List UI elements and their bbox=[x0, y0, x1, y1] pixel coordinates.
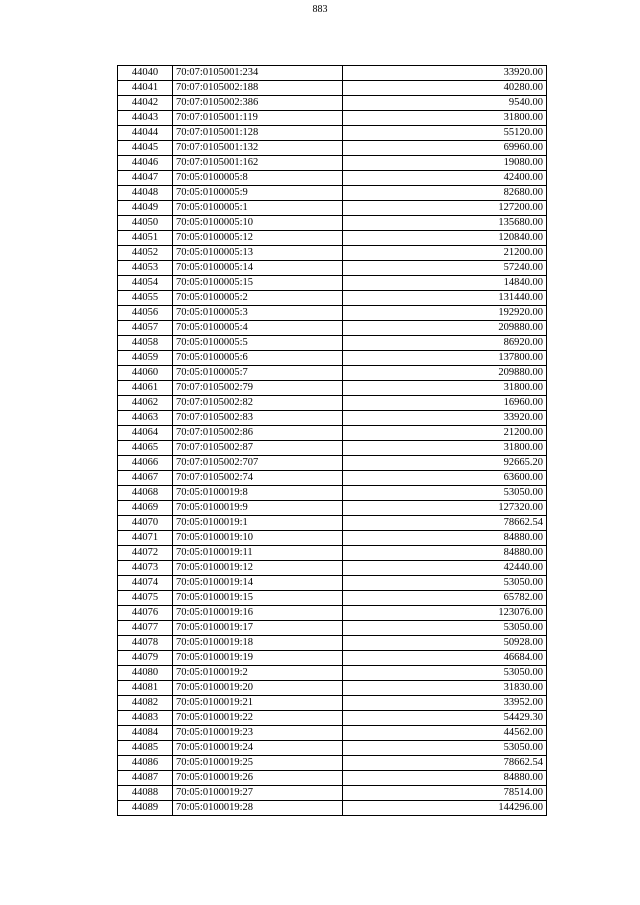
cadastral-value-cell: 31800.00 bbox=[343, 441, 547, 456]
cadastral-number-cell: 70:05:0100019:22 bbox=[173, 711, 343, 726]
cadastral-value-cell: 16960.00 bbox=[343, 396, 547, 411]
table-row bbox=[118, 351, 547, 366]
row-number-cell: 44052 bbox=[118, 246, 173, 261]
cadastral-value-cell: 82680.00 bbox=[343, 186, 547, 201]
cadastral-value-cell: 86920.00 bbox=[343, 336, 547, 351]
row-number-cell: 44075 bbox=[118, 591, 173, 606]
cadastral-number-cell: 70:05:0100019:8 bbox=[173, 486, 343, 501]
table-row bbox=[118, 111, 547, 126]
table-row bbox=[118, 696, 547, 711]
table-row bbox=[118, 456, 547, 471]
row-number-cell: 44086 bbox=[118, 756, 173, 771]
table-row bbox=[118, 246, 547, 261]
table-row bbox=[118, 396, 547, 411]
table-row bbox=[118, 591, 547, 606]
table-row bbox=[118, 621, 547, 636]
table-row bbox=[118, 366, 547, 381]
cadastral-number-cell: 70:05:0100019:27 bbox=[173, 786, 343, 801]
cadastral-number-cell: 70:05:0100005:7 bbox=[173, 366, 343, 381]
cadastral-value-cell: 120840.00 bbox=[343, 231, 547, 246]
cadastral-value-cell: 55120.00 bbox=[343, 126, 547, 141]
cadastral-value-cell: 65782.00 bbox=[343, 591, 547, 606]
table-row bbox=[118, 261, 547, 276]
cadastral-number-cell: 70:05:0100019:21 bbox=[173, 696, 343, 711]
cadastral-number-cell: 70:07:0105002:79 bbox=[173, 381, 343, 396]
cadastral-value-cell: 92665.20 bbox=[343, 456, 547, 471]
cadastral-value-cell: 33920.00 bbox=[343, 66, 547, 81]
table-row bbox=[118, 411, 547, 426]
cadastral-value-cell: 127320.00 bbox=[343, 501, 547, 516]
cadastral-number-cell: 70:05:0100005:1 bbox=[173, 201, 343, 216]
row-number-cell: 44083 bbox=[118, 711, 173, 726]
table-row bbox=[118, 786, 547, 801]
cadastral-value-cell: 84880.00 bbox=[343, 546, 547, 561]
cadastral-value-cell: 63600.00 bbox=[343, 471, 547, 486]
cadastral-value-cell: 33920.00 bbox=[343, 411, 547, 426]
row-number-cell: 44077 bbox=[118, 621, 173, 636]
table-row bbox=[118, 276, 547, 291]
table-row bbox=[118, 231, 547, 246]
cadastral-number-cell: 70:05:0100019:25 bbox=[173, 756, 343, 771]
table-row bbox=[118, 66, 547, 81]
cadastral-number-cell: 70:05:0100019:18 bbox=[173, 636, 343, 651]
table-row bbox=[118, 801, 547, 816]
cadastral-value-cell: 209880.00 bbox=[343, 321, 547, 336]
cadastral-number-cell: 70:07:0105002:707 bbox=[173, 456, 343, 471]
cadastral-value-cell: 40280.00 bbox=[343, 81, 547, 96]
row-number-cell: 44073 bbox=[118, 561, 173, 576]
cadastral-number-cell: 70:07:0105001:234 bbox=[173, 66, 343, 81]
cadastral-value-cell: 31800.00 bbox=[343, 381, 547, 396]
row-number-cell: 44089 bbox=[118, 801, 173, 816]
table-row bbox=[118, 336, 547, 351]
row-number-cell: 44061 bbox=[118, 381, 173, 396]
cadastral-number-cell: 70:05:0100005:12 bbox=[173, 231, 343, 246]
row-number-cell: 44072 bbox=[118, 546, 173, 561]
row-number-cell: 44051 bbox=[118, 231, 173, 246]
table-row bbox=[118, 756, 547, 771]
cadastral-number-cell: 70:05:0100019:19 bbox=[173, 651, 343, 666]
table-row bbox=[118, 171, 547, 186]
row-number-cell: 44063 bbox=[118, 411, 173, 426]
table-row bbox=[118, 381, 547, 396]
cadastral-value-cell: 21200.00 bbox=[343, 246, 547, 261]
cadastral-value-cell: 46684.00 bbox=[343, 651, 547, 666]
cadastral-value-cell: 192920.00 bbox=[343, 306, 547, 321]
cadastral-number-cell: 70:05:0100019:11 bbox=[173, 546, 343, 561]
cadastral-number-cell: 70:05:0100005:9 bbox=[173, 186, 343, 201]
row-number-cell: 44074 bbox=[118, 576, 173, 591]
cadastral-value-cell: 53050.00 bbox=[343, 741, 547, 756]
cadastral-number-cell: 70:07:0105002:82 bbox=[173, 396, 343, 411]
cadastral-value-cell: 57240.00 bbox=[343, 261, 547, 276]
row-number-cell: 44071 bbox=[118, 531, 173, 546]
table-row bbox=[118, 486, 547, 501]
cadastral-value-cell: 78662.54 bbox=[343, 756, 547, 771]
cadastral-number-cell: 70:07:0105002:188 bbox=[173, 81, 343, 96]
cadastral-number-cell: 70:05:0100019:20 bbox=[173, 681, 343, 696]
cadastral-value-cell: 19080.00 bbox=[343, 156, 547, 171]
cadastral-value-cell: 137800.00 bbox=[343, 351, 547, 366]
cadastral-value-cell: 44562.00 bbox=[343, 726, 547, 741]
cadastral-value-cell: 131440.00 bbox=[343, 291, 547, 306]
cadastral-number-cell: 70:05:0100019:16 bbox=[173, 606, 343, 621]
table-row bbox=[118, 636, 547, 651]
cadastral-number-cell: 70:07:0105001:119 bbox=[173, 111, 343, 126]
row-number-cell: 44053 bbox=[118, 261, 173, 276]
cadastral-value-cell: 123076.00 bbox=[343, 606, 547, 621]
cadastral-value-cell: 50928.00 bbox=[343, 636, 547, 651]
row-number-cell: 44076 bbox=[118, 606, 173, 621]
cadastral-number-cell: 70:07:0105002:386 bbox=[173, 96, 343, 111]
cadastral-number-cell: 70:07:0105002:74 bbox=[173, 471, 343, 486]
table-row bbox=[118, 516, 547, 531]
cadastral-number-cell: 70:05:0100019:28 bbox=[173, 801, 343, 816]
cadastral-number-cell: 70:05:0100005:5 bbox=[173, 336, 343, 351]
cadastral-number-cell: 70:07:0105002:83 bbox=[173, 411, 343, 426]
cadastral-value-cell: 53050.00 bbox=[343, 621, 547, 636]
row-number-cell: 44070 bbox=[118, 516, 173, 531]
row-number-cell: 44064 bbox=[118, 426, 173, 441]
cadastral-value-cell: 135680.00 bbox=[343, 216, 547, 231]
row-number-cell: 44068 bbox=[118, 486, 173, 501]
cadastral-number-cell: 70:05:0100005:3 bbox=[173, 306, 343, 321]
table-row bbox=[118, 531, 547, 546]
cadastral-number-cell: 70:05:0100019:17 bbox=[173, 621, 343, 636]
cadastral-number-cell: 70:05:0100005:10 bbox=[173, 216, 343, 231]
table-row bbox=[118, 576, 547, 591]
cadastral-value-cell: 42400.00 bbox=[343, 171, 547, 186]
row-number-cell: 44087 bbox=[118, 771, 173, 786]
cadastral-value-cell: 53050.00 bbox=[343, 486, 547, 501]
cadastral-value-cell: 78514.00 bbox=[343, 786, 547, 801]
cadastral-value-cell: 14840.00 bbox=[343, 276, 547, 291]
row-number-cell: 44045 bbox=[118, 141, 173, 156]
table-row bbox=[118, 666, 547, 681]
cadastral-number-cell: 70:05:0100005:8 bbox=[173, 171, 343, 186]
cadastral-number-cell: 70:05:0100005:14 bbox=[173, 261, 343, 276]
table-row bbox=[118, 141, 547, 156]
row-number-cell: 44043 bbox=[118, 111, 173, 126]
table-row bbox=[118, 501, 547, 516]
row-number-cell: 44079 bbox=[118, 651, 173, 666]
cadastral-value-cell: 84880.00 bbox=[343, 771, 547, 786]
cadastral-number-cell: 70:07:0105002:86 bbox=[173, 426, 343, 441]
cadastral-value-cell: 127200.00 bbox=[343, 201, 547, 216]
table-row bbox=[118, 441, 547, 456]
registry-table bbox=[117, 65, 547, 816]
cadastral-value-cell: 78662.54 bbox=[343, 516, 547, 531]
row-number-cell: 44044 bbox=[118, 126, 173, 141]
cadastral-number-cell: 70:05:0100005:2 bbox=[173, 291, 343, 306]
row-number-cell: 44065 bbox=[118, 441, 173, 456]
cadastral-number-cell: 70:07:0105001:162 bbox=[173, 156, 343, 171]
cadastral-number-cell: 70:05:0100019:23 bbox=[173, 726, 343, 741]
cadastral-value-cell: 31830.00 bbox=[343, 681, 547, 696]
row-number-cell: 44088 bbox=[118, 786, 173, 801]
table-row bbox=[118, 711, 547, 726]
row-number-cell: 44047 bbox=[118, 171, 173, 186]
table-row bbox=[118, 471, 547, 486]
table-row bbox=[118, 216, 547, 231]
table-row bbox=[118, 306, 547, 321]
cadastral-value-cell: 54429.30 bbox=[343, 711, 547, 726]
cadastral-number-cell: 70:05:0100005:4 bbox=[173, 321, 343, 336]
cadastral-number-cell: 70:05:0100005:15 bbox=[173, 276, 343, 291]
table-row bbox=[118, 426, 547, 441]
cadastral-value-cell: 84880.00 bbox=[343, 531, 547, 546]
cadastral-number-cell: 70:07:0105002:87 bbox=[173, 441, 343, 456]
cadastral-value-cell: 21200.00 bbox=[343, 426, 547, 441]
table-row bbox=[118, 606, 547, 621]
cadastral-number-cell: 70:05:0100019:24 bbox=[173, 741, 343, 756]
cadastral-number-cell: 70:05:0100019:1 bbox=[173, 516, 343, 531]
cadastral-number-cell: 70:05:0100005:6 bbox=[173, 351, 343, 366]
row-number-cell: 44078 bbox=[118, 636, 173, 651]
cadastral-value-cell: 9540.00 bbox=[343, 96, 547, 111]
row-number-cell: 44084 bbox=[118, 726, 173, 741]
cadastral-value-cell: 33952.00 bbox=[343, 696, 547, 711]
row-number-cell: 44046 bbox=[118, 156, 173, 171]
cadastral-value-cell: 53050.00 bbox=[343, 666, 547, 681]
cadastral-number-cell: 70:05:0100019:2 bbox=[173, 666, 343, 681]
cadastral-value-cell: 69960.00 bbox=[343, 141, 547, 156]
row-number-cell: 44058 bbox=[118, 336, 173, 351]
cadastral-number-cell: 70:05:0100019:14 bbox=[173, 576, 343, 591]
cadastral-number-cell: 70:07:0105001:132 bbox=[173, 141, 343, 156]
table-row bbox=[118, 156, 547, 171]
cadastral-value-cell: 209880.00 bbox=[343, 366, 547, 381]
row-number-cell: 44069 bbox=[118, 501, 173, 516]
row-number-cell: 44050 bbox=[118, 216, 173, 231]
page-number: 883 bbox=[312, 4, 328, 15]
cadastral-value-cell: 31800.00 bbox=[343, 111, 547, 126]
row-number-cell: 44041 bbox=[118, 81, 173, 96]
table-row bbox=[118, 186, 547, 201]
row-number-cell: 44054 bbox=[118, 276, 173, 291]
row-number-cell: 44056 bbox=[118, 306, 173, 321]
table-row bbox=[118, 546, 547, 561]
table-row bbox=[118, 651, 547, 666]
table-row bbox=[118, 126, 547, 141]
row-number-cell: 44060 bbox=[118, 366, 173, 381]
table-row bbox=[118, 741, 547, 756]
row-number-cell: 44057 bbox=[118, 321, 173, 336]
cadastral-number-cell: 70:07:0105001:128 bbox=[173, 126, 343, 141]
row-number-cell: 44082 bbox=[118, 696, 173, 711]
table-row bbox=[118, 771, 547, 786]
cadastral-number-cell: 70:05:0100005:13 bbox=[173, 246, 343, 261]
row-number-cell: 44040 bbox=[118, 66, 173, 81]
cadastral-value-cell: 144296.00 bbox=[343, 801, 547, 816]
cadastral-number-cell: 70:05:0100019:26 bbox=[173, 771, 343, 786]
cadastral-value-cell: 42440.00 bbox=[343, 561, 547, 576]
cadastral-number-cell: 70:05:0100019:15 bbox=[173, 591, 343, 606]
row-number-cell: 44048 bbox=[118, 186, 173, 201]
table-row bbox=[118, 96, 547, 111]
table-row bbox=[118, 726, 547, 741]
row-number-cell: 44042 bbox=[118, 96, 173, 111]
table-row bbox=[118, 81, 547, 96]
row-number-cell: 44055 bbox=[118, 291, 173, 306]
cadastral-value-cell: 53050.00 bbox=[343, 576, 547, 591]
cadastral-number-cell: 70:05:0100019:10 bbox=[173, 531, 343, 546]
table-row bbox=[118, 561, 547, 576]
table-row bbox=[118, 201, 547, 216]
row-number-cell: 44059 bbox=[118, 351, 173, 366]
cadastral-number-cell: 70:05:0100019:9 bbox=[173, 501, 343, 516]
cadastral-number-cell: 70:05:0100019:12 bbox=[173, 561, 343, 576]
table-row bbox=[118, 681, 547, 696]
row-number-cell: 44049 bbox=[118, 201, 173, 216]
table-row bbox=[118, 291, 547, 306]
table-row bbox=[118, 321, 547, 336]
row-number-cell: 44062 bbox=[118, 396, 173, 411]
row-number-cell: 44081 bbox=[118, 681, 173, 696]
registry-table-body bbox=[118, 66, 547, 816]
row-number-cell: 44067 bbox=[118, 471, 173, 486]
row-number-cell: 44085 bbox=[118, 741, 173, 756]
row-number-cell: 44066 bbox=[118, 456, 173, 471]
row-number-cell: 44080 bbox=[118, 666, 173, 681]
